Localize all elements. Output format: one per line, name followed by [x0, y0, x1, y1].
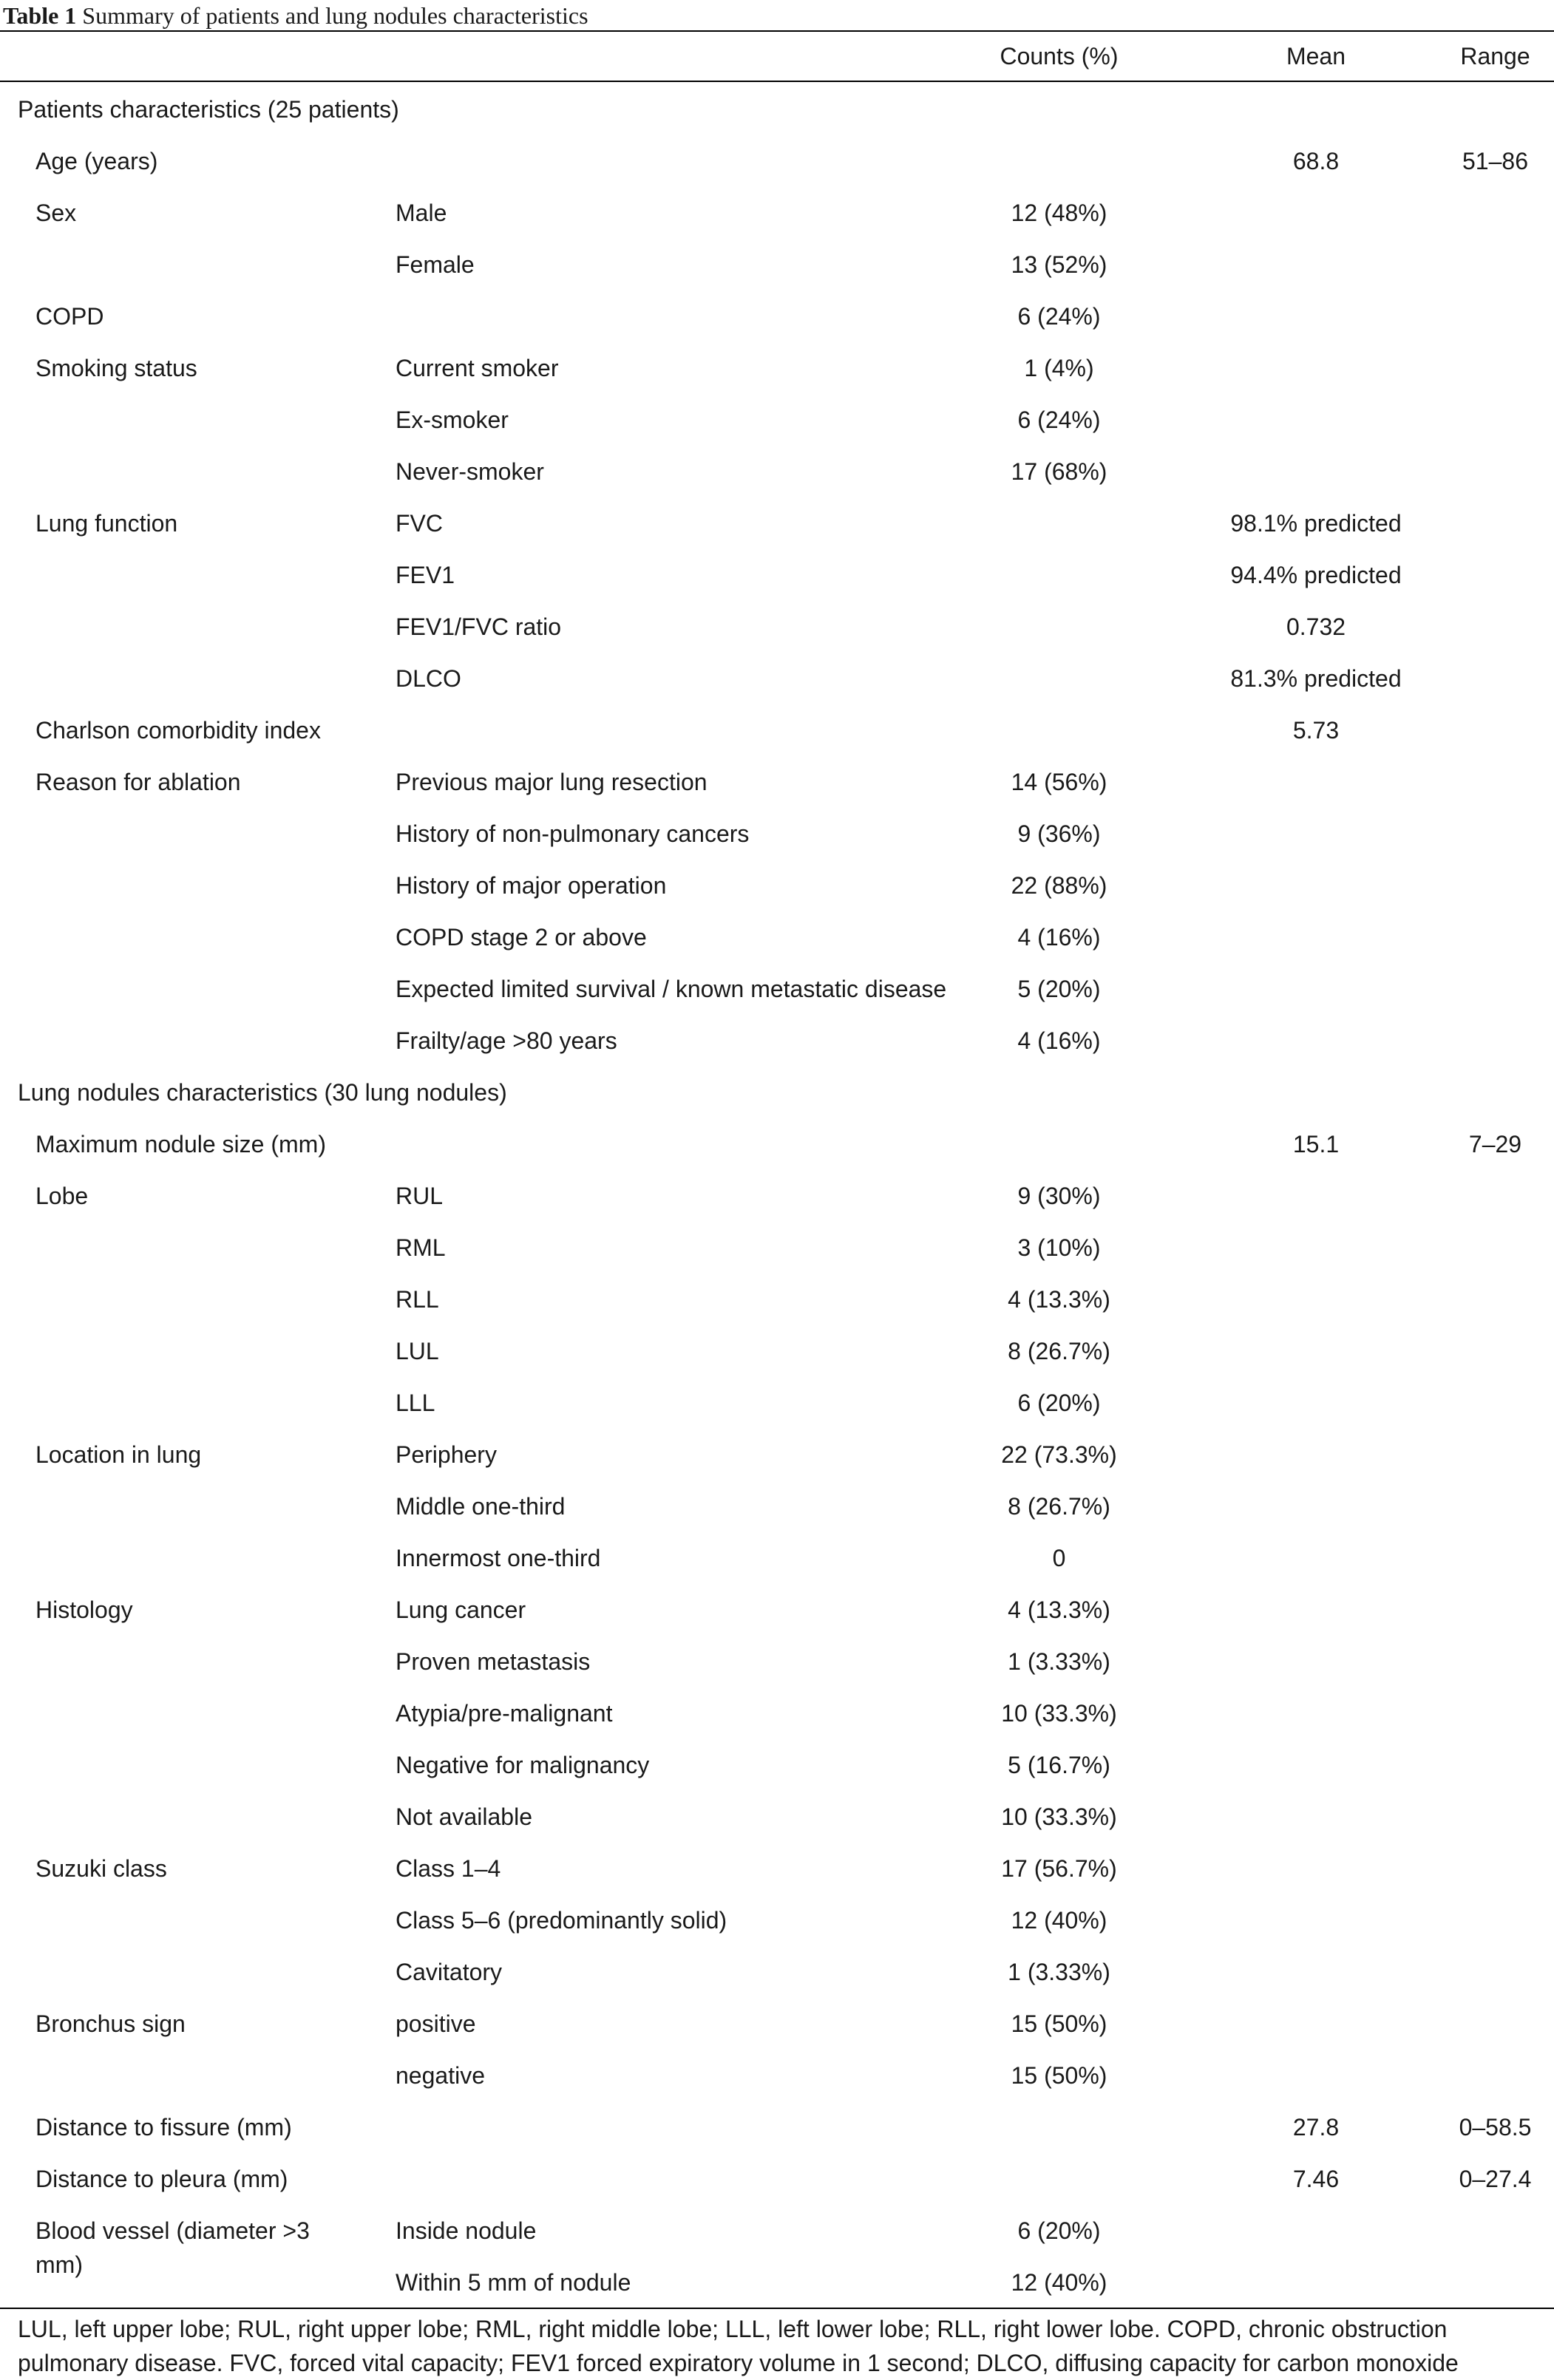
- cell-counts: 9 (30%): [1017, 1183, 1101, 1209]
- table-row: [0, 1118, 1554, 1170]
- cell-counts: 1 (3.33%): [1008, 1959, 1110, 1985]
- header-counts: Counts (%): [1000, 43, 1119, 69]
- cell-counts: 6 (24%): [1017, 407, 1101, 433]
- row-sublabel: Previous major lung resection: [396, 769, 708, 795]
- table-body: [0, 84, 1554, 2308]
- table-row: [0, 1687, 1554, 1739]
- cell-mean: 7.46: [1292, 2166, 1340, 2192]
- row-sublabel: Female: [396, 251, 475, 278]
- cell-counts: 15 (50%): [1011, 2062, 1107, 2089]
- table-row: [0, 1532, 1554, 1584]
- table-row: [0, 1894, 1554, 1946]
- table-row: [0, 1170, 1554, 1222]
- row-sublabel: Middle one-third: [396, 1493, 566, 1520]
- table-row: [0, 808, 1554, 860]
- row-sublabel: Within 5 mm of nodule: [396, 2269, 631, 2296]
- cell-mean: 81.3% predicted: [1230, 665, 1402, 692]
- row-sublabel: Class 5–6 (predominantly solid): [396, 1907, 727, 1934]
- cell-counts: 12 (40%): [1011, 2269, 1107, 2296]
- table-row: [0, 1480, 1554, 1532]
- table-row: [0, 1946, 1554, 1998]
- cell-counts: 22 (88%): [1011, 872, 1107, 899]
- header-rule: [0, 81, 1554, 82]
- table-row: [0, 1222, 1554, 1274]
- table-footnote: LUL, left upper lobe; RUL, right upper lobe; RML, right middle lobe; LLL, left lower lobe; RLL, right lower lobe. COPD, chronic obstruction pulmonary disease. FVC, forced vital capacity; FEV1 forced expiratory volume in 1 second; DLCO, diffusing capacity for carbon monoxide: [18, 2316, 1459, 2376]
- table-row: [0, 239, 1554, 290]
- cell-counts: 13 (52%): [1011, 251, 1107, 278]
- table-row: [0, 1739, 1554, 1791]
- cell-range: 0–58.5: [1459, 2114, 1532, 2141]
- row-sublabel: COPD stage 2 or above: [396, 924, 647, 951]
- row-label: Charlson comorbidity index: [35, 717, 321, 744]
- cell-counts: 6 (20%): [1017, 2217, 1101, 2244]
- row-label: Lung function: [35, 510, 178, 537]
- cell-counts: 10 (33.3%): [1001, 1700, 1117, 1727]
- cell-counts: 8 (26.7%): [1008, 1493, 1110, 1520]
- table-header: [0, 32, 1554, 81]
- cell-counts: 15 (50%): [1011, 2010, 1107, 2037]
- row-sublabel: History of non-pulmonary cancers: [396, 820, 750, 847]
- table-row: [0, 1843, 1554, 1894]
- row-sublabel: Class 1–4: [396, 1855, 501, 1882]
- cell-mean: 98.1% predicted: [1230, 510, 1402, 537]
- cell-counts: 4 (13.3%): [1008, 1597, 1110, 1623]
- row-sublabel: LUL: [396, 1338, 439, 1364]
- cell-counts: 8 (26.7%): [1008, 1338, 1110, 1364]
- cell-mean: 5.73: [1292, 717, 1340, 744]
- bottom-rule: [0, 2308, 1554, 2309]
- cell-counts: 12 (40%): [1011, 1907, 1107, 1934]
- table-row: [0, 290, 1554, 342]
- group-label: Patients characteristics (25 patients): [18, 96, 399, 123]
- table-row: [0, 653, 1554, 704]
- row-label: Age (years): [35, 148, 158, 174]
- row-sublabel: FEV1/FVC ratio: [396, 613, 562, 640]
- table-row: [0, 2153, 1554, 2205]
- table-row: [0, 342, 1554, 394]
- row-sublabel: Male: [396, 200, 447, 226]
- table-row: [0, 963, 1554, 1015]
- cell-counts: 9 (36%): [1017, 820, 1101, 847]
- table-row: [0, 187, 1554, 239]
- cell-counts: 4 (16%): [1017, 924, 1101, 951]
- table-row: [0, 2205, 1554, 2278]
- row-sublabel: positive: [396, 2010, 476, 2037]
- table-row: [0, 2101, 1554, 2153]
- table-row: [0, 135, 1554, 187]
- cell-counts: 5 (20%): [1017, 976, 1101, 1002]
- cell-counts: 17 (56.7%): [1001, 1855, 1117, 1882]
- row-sublabel: Cavitatory: [396, 1959, 503, 1985]
- row-label: Smoking status: [35, 355, 197, 381]
- row-sublabel: Ex-smoker: [396, 407, 509, 433]
- row-sublabel: RUL: [396, 1183, 444, 1209]
- row-label: Bronchus sign: [35, 2010, 186, 2037]
- table-row: [0, 1998, 1554, 2050]
- cell-counts: 1 (4%): [1024, 355, 1094, 381]
- table-caption-text: Summary of patients and lung nodules characteristics: [82, 2, 588, 29]
- cell-mean: 94.4% predicted: [1230, 562, 1402, 588]
- cell-counts: 12 (48%): [1011, 200, 1107, 226]
- row-label: Suzuki class: [35, 1855, 167, 1882]
- row-sublabel: FEV1: [396, 562, 455, 588]
- cell-mean: 15.1: [1292, 1131, 1340, 1157]
- cell-counts: 3 (10%): [1017, 1234, 1101, 1261]
- row-sublabel: Expected limited survival / known metastatic disease: [396, 976, 947, 1002]
- row-label: Location in lung: [35, 1441, 202, 1468]
- table-row: [0, 601, 1554, 653]
- cell-counts: 6 (20%): [1017, 1390, 1101, 1416]
- row-sublabel: FVC: [396, 510, 443, 537]
- row-sublabel: Negative for malignancy: [396, 1752, 650, 1778]
- row-label: Blood vessel (diameter >3 mm): [35, 2217, 310, 2278]
- table-row: [0, 1377, 1554, 1429]
- cell-counts: 4 (16%): [1017, 1027, 1101, 1054]
- row-sublabel: RML: [396, 1234, 446, 1261]
- row-sublabel: Atypia/pre-malignant: [396, 1700, 613, 1727]
- cell-mean: 0.732: [1286, 613, 1346, 640]
- cell-range: 51–86: [1462, 148, 1528, 174]
- table-row: [0, 704, 1554, 756]
- group-row: [0, 1067, 1554, 1118]
- header-mean: Mean: [1286, 43, 1346, 69]
- row-sublabel: DLCO: [396, 665, 461, 692]
- table-row: [0, 1325, 1554, 1377]
- row-label: COPD: [35, 303, 104, 330]
- cell-range: 7–29: [1468, 1131, 1522, 1157]
- table-row: [0, 911, 1554, 963]
- row-sublabel: Lung cancer: [396, 1597, 526, 1623]
- table-row: [0, 1791, 1554, 1843]
- group-label: Lung nodules characteristics (30 lung nodules): [18, 1079, 507, 1106]
- row-label: Distance to fissure (mm): [35, 2114, 292, 2141]
- table-row: [0, 1015, 1554, 1067]
- cell-counts: 17 (68%): [1011, 458, 1107, 485]
- table-row: [0, 2050, 1554, 2101]
- cell-counts: 6 (24%): [1017, 303, 1101, 330]
- cell-counts: 0: [1052, 1545, 1066, 1571]
- table-caption-label: Table 1: [3, 2, 77, 29]
- row-sublabel: History of major operation: [396, 872, 667, 899]
- row-sublabel: Proven metastasis: [396, 1648, 591, 1675]
- table-row: [0, 497, 1554, 549]
- row-sublabel: Never-smoker: [396, 458, 544, 485]
- row-sublabel: LLL: [396, 1390, 435, 1416]
- row-sublabel: RLL: [396, 1286, 439, 1313]
- row-sublabel: Periphery: [396, 1441, 497, 1468]
- table-row: [0, 1584, 1554, 1636]
- row-sublabel: Not available: [396, 1803, 532, 1830]
- row-label: Lobe: [35, 1183, 89, 1209]
- group-row: [0, 84, 1554, 135]
- cell-counts: 1 (3.33%): [1008, 1648, 1110, 1675]
- row-label: Sex: [35, 200, 77, 226]
- cell-mean: 68.8: [1292, 148, 1340, 174]
- row-label: Reason for ablation: [35, 769, 241, 795]
- table-caption: [3, 0, 588, 31]
- table-row: [0, 446, 1554, 497]
- table-row: [0, 1429, 1554, 1480]
- row-sublabel: negative: [396, 2062, 485, 2089]
- table-row: [0, 394, 1554, 446]
- row-sublabel: Innermost one-third: [396, 1545, 601, 1571]
- row-label: Distance to pleura (mm): [35, 2166, 288, 2192]
- row-sublabel: Frailty/age >80 years: [396, 1027, 617, 1054]
- table-row: [0, 756, 1554, 808]
- row-label: Maximum nodule size (mm): [35, 1131, 326, 1157]
- row-sublabel: Current smoker: [396, 355, 559, 381]
- header-range: Range: [1460, 43, 1530, 69]
- cell-counts: 4 (13.3%): [1008, 1286, 1110, 1313]
- table-row: [0, 1274, 1554, 1325]
- table-row: [0, 2257, 1554, 2308]
- row-sublabel: Inside nodule: [396, 2217, 537, 2244]
- table-row: [0, 549, 1554, 601]
- table-row: [0, 860, 1554, 911]
- cell-counts: 22 (73.3%): [1001, 1441, 1117, 1468]
- cell-counts: 5 (16.7%): [1008, 1752, 1110, 1778]
- cell-counts: 14 (56%): [1011, 769, 1107, 795]
- cell-mean: 27.8: [1292, 2114, 1340, 2141]
- row-label: Histology: [35, 1597, 133, 1623]
- cell-counts: 10 (33.3%): [1001, 1803, 1117, 1830]
- cell-range: 0–27.4: [1459, 2166, 1532, 2192]
- table-row: [0, 1636, 1554, 1687]
